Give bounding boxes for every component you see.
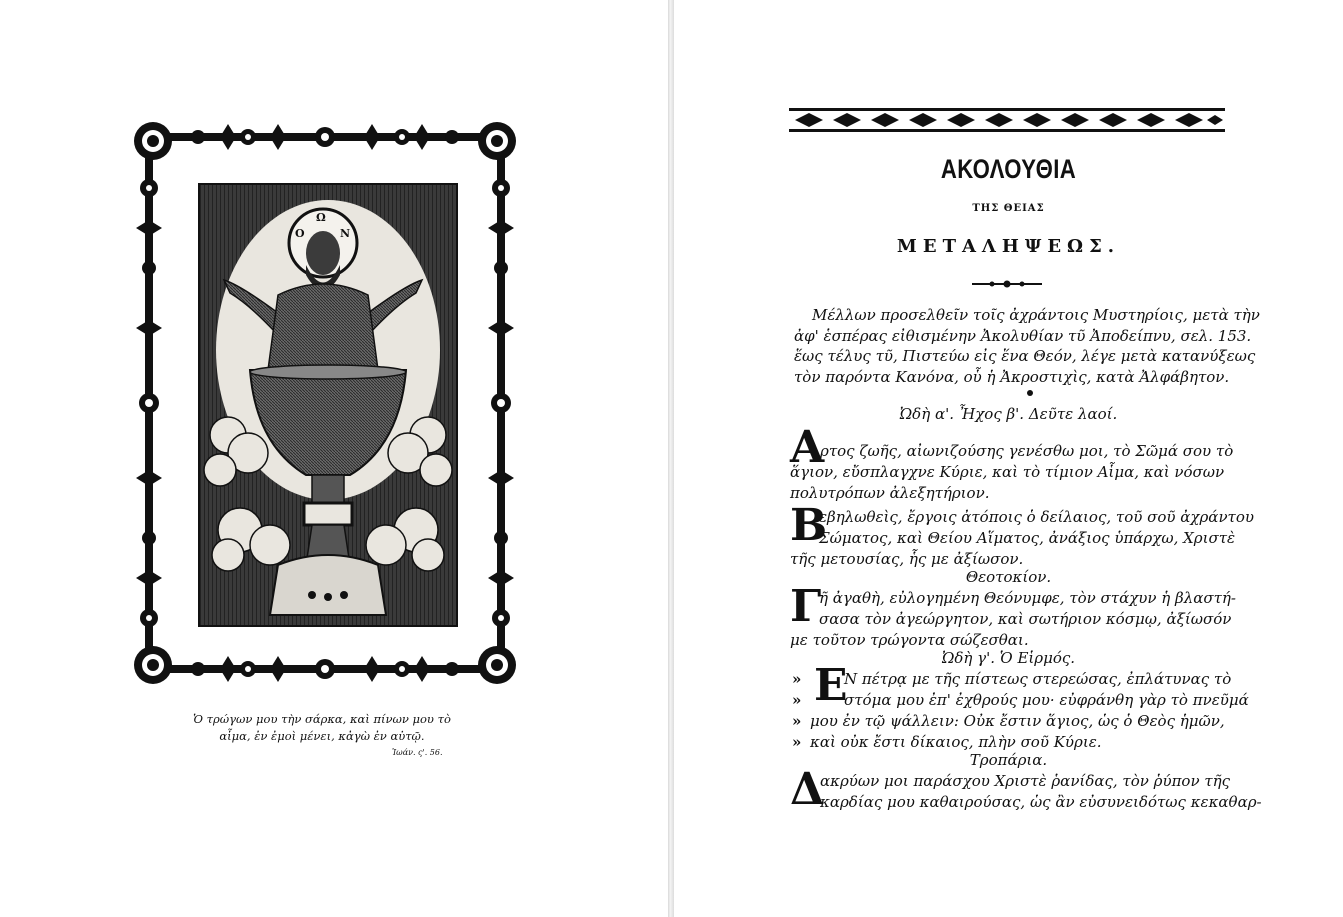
intro-line: τὸν παρόντα Κανόνα, οὗ ἡ Ἀκροστιχὶς, κατὰ Ἀλφάβητον. xyxy=(794,367,1230,386)
troparion-line: καρδίας μου καθαιρούσας, ὡς ἂν εὐσυνειδότως κεκαθαρ- xyxy=(820,793,1262,811)
right-page xyxy=(674,0,1343,917)
corner-rosette-icon xyxy=(130,118,176,164)
christ-chalice-engraving xyxy=(198,183,458,627)
troparion-line: εβηλωθεὶς, ἔργοις ἀτόποις ὁ δείλαιος, τοῦ σοῦ ἀχράντου xyxy=(819,508,1255,526)
quote-mark: » xyxy=(792,691,802,709)
troparion-line: τῆς μετουσίας, ἧς με ἀξίωσον. xyxy=(790,550,1024,568)
troparia-heading: Τροπάρια. xyxy=(969,751,1048,769)
subtitle-small: ΤΗΣ ΘΕΙΑΣ xyxy=(972,203,1045,214)
troparion-line: ῆ ἀγαθὴ, εὐλογημένη Θεόνυμφε, τὸν στάχυν ἡ βλαστή- xyxy=(819,589,1236,607)
ornamental-frame xyxy=(130,118,520,688)
quote-mark: » xyxy=(792,670,802,688)
troparion-line: ακρύων μοι παράσχου Χριστὲ ῥανίδας, τὸν ῥύπον τῆς xyxy=(820,772,1231,790)
drop-capital: Β xyxy=(790,500,828,551)
drop-capital: Ε xyxy=(814,660,848,711)
frontispiece-caption xyxy=(182,711,462,745)
corner-rosette-icon xyxy=(474,642,520,688)
top-border-ornament xyxy=(168,122,482,152)
troparion-line: με τοῦτον τρώγοντα σώζεσθαι. xyxy=(790,631,1029,649)
troparion-line: πολυτρόπων ἀλεξητήριον. xyxy=(790,484,990,502)
intro-line: Μέλλων προσελθεῖν τοῖς ἀχράντοις Μυστηρίοις, μετὰ τὴν xyxy=(812,306,1260,324)
irmos-line: στόμα μου ἐπ' ἐχθρούς μου· εὐφράνθη γὰρ τὸ πνεῦμά xyxy=(844,691,1249,709)
troparion-line: σασα τὸν ἀγεώργητον, καὶ σωτήριον κόσμῳ, ἀξίωσόν xyxy=(819,610,1232,628)
irmos-line: Ν πέτρᾳ με τῆς πίστεως στερεώσας, ἐπλάτυνας τὸ xyxy=(844,670,1232,688)
corner-rosette-icon xyxy=(130,642,176,688)
halo-letter: Ο xyxy=(295,227,305,240)
caption-line: Ὁ τρώγων μου τὴν σάρκα, καὶ πίνων μου τὸ xyxy=(193,712,451,726)
quote-mark: » xyxy=(792,712,802,730)
bottom-border-ornament xyxy=(168,654,482,684)
drop-capital: Α xyxy=(790,422,825,473)
corner-rosette-icon xyxy=(474,118,520,164)
halo-letter: Ν xyxy=(340,227,351,240)
engraving-illustration xyxy=(200,185,456,625)
troparion-line: Σώματος, καὶ Θείου Αἵματος, ἀνάξιος ὑπάρχω, Χριστὲ xyxy=(819,529,1236,547)
caption-reference: Ἰωάν. ς'. 56. xyxy=(392,748,443,757)
drop-capital: Γ xyxy=(790,581,822,632)
headpiece-ornament xyxy=(789,108,1225,132)
quote-mark: » xyxy=(792,733,802,751)
halo-letter: Ω xyxy=(316,211,326,224)
subtitle-main: ΜΕΤΑΛΗΨΕΩΣ. xyxy=(896,236,1121,257)
small-ornament-rule xyxy=(972,280,1042,288)
intro-paragraph xyxy=(794,305,1260,387)
ode-c-heading: Ὠδὴ γ'. Ὁ Εἱρμός. xyxy=(941,649,1076,667)
drop-capital: Δ xyxy=(790,764,825,815)
left-border-ornament xyxy=(134,158,164,648)
troparion-line: ρτος ζωῆς, αἰωνιζούσης γενέσθω μοι, τὸ Σῶμά σου τὸ xyxy=(820,442,1234,460)
ode-heading: Ὠδὴ α'. Ἦχος β'. Δεῦτε λαοί. xyxy=(899,405,1118,423)
intro-line: ἕως τέλυς τῦ, Πιστεύω εἰς ἕνα Θεόν, λέγε μετὰ κατανύξεως xyxy=(794,347,1256,365)
right-border-ornament xyxy=(486,158,516,648)
theotokion-heading: Θεοτοκίον. xyxy=(965,568,1052,586)
bullet-dot xyxy=(1027,390,1033,396)
irmos-line: καὶ οὐκ ἔστι δίκαιος, πλὴν σοῦ Κύριε. xyxy=(810,733,1102,751)
left-page xyxy=(0,0,668,917)
intro-line: ἀφ' ἑσπέρας εἰθισμένην Ἀκολυθίαν τῦ Ἀποδείπνυ, σελ. 153. xyxy=(794,326,1252,345)
caption-line: αἷμα, ἐν ἐμοὶ μένει, κἀγὼ ἐν αὐτῷ. xyxy=(219,729,425,743)
page-title: ΑΚΟΛΟΥΘΙΑ xyxy=(940,154,1077,184)
irmos-line: μου ἐν τῷ ψάλλειν: Οὐκ ἔστιν ἅγιος, ὡς ὁ Θεὸς ἡμῶν, xyxy=(810,712,1225,730)
troparion-line: ἅγιον, εὔσπλαγχνε Κύριε, καὶ τὸ τίμιον Αἷμα, καὶ νόσων xyxy=(790,463,1225,481)
